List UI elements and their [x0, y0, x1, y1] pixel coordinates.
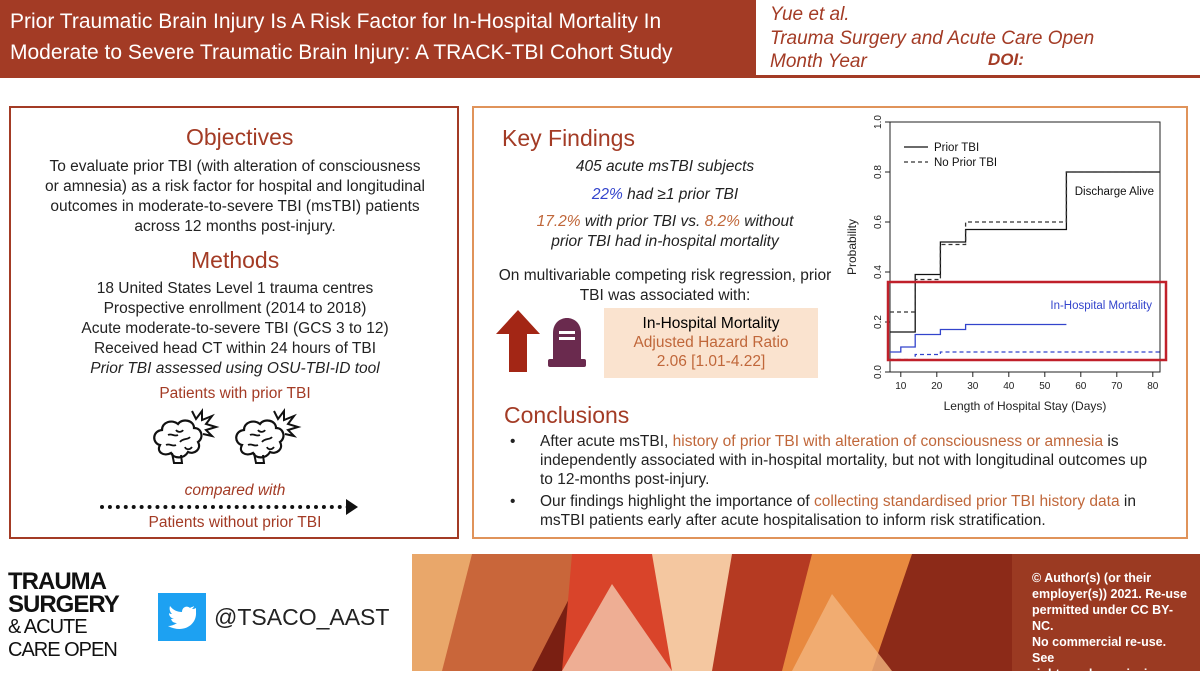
conclusion-text: After acute msTBI, — [540, 433, 673, 450]
twitter-handle[interactable]: @TSACO_AAST — [214, 604, 390, 630]
objectives-line: across 12 months post-injury. — [134, 218, 336, 235]
conclusion-text: Our findings highlight the importance of — [540, 493, 814, 510]
methods-text — [20, 279, 450, 379]
conclusions-list — [510, 432, 1150, 533]
patients-without-prior-label: Patients without prior TBI — [148, 514, 322, 531]
methods-line: Received head CT within 24 hours of TBI — [93, 340, 377, 357]
x-tick-label: 70 — [1111, 381, 1123, 392]
prior-tbi-percent: 22% — [591, 186, 623, 203]
hazard-title: In-Hospital Mortality — [642, 315, 780, 332]
journal-logo — [8, 570, 148, 665]
mortality-mid-text: with prior TBI vs. — [580, 213, 705, 230]
conclusion-text: in msTBI patients early after acute hospitalisation to inform risk stratification. — [540, 493, 1136, 529]
header-bar — [0, 0, 1200, 78]
hazard-value: 2.06 [1.01-4.22] — [656, 353, 766, 370]
x-tick-label: 10 — [895, 381, 907, 392]
regression-text — [480, 266, 850, 306]
license-line: permitted under CC BY-NC. — [1032, 603, 1173, 633]
conclusions-heading: Conclusions — [504, 402, 630, 428]
hazard-label-part2: Ratio — [752, 334, 789, 351]
hazard-label-part1: Adjusted Hazard — [633, 334, 749, 351]
mortality-comparison — [480, 212, 850, 252]
y-axis-label: Probability — [845, 218, 859, 276]
license-box — [1012, 554, 1200, 697]
objectives-text — [20, 157, 450, 237]
hazard-ratio-box — [604, 308, 818, 378]
mortality-end-text: without — [739, 213, 794, 230]
logo-line: CARE OPEN — [8, 639, 117, 661]
discharge-annotation: Discharge Alive — [1074, 186, 1154, 198]
methods-line: Acute moderate-to-severe TBI (GCS 3 to 12) — [81, 320, 389, 337]
twitter-icon[interactable] — [158, 593, 206, 641]
logo-line: & ACUTE — [8, 616, 87, 638]
y-tick-label: 0.8 — [873, 165, 884, 179]
objectives-line: or amnesia) as a risk factor for hospital and longitudinal — [45, 178, 425, 195]
conclusion-highlight: collecting standardised prior TBI history data — [814, 493, 1120, 510]
conclusion-item — [510, 432, 1150, 489]
license-line: Published by BMJ. — [1032, 683, 1144, 697]
x-axis-label: Length of Hospital Stay (Days) — [943, 399, 1107, 413]
prior-tbi-text: had ≥1 prior TBI — [622, 186, 739, 203]
legend-label: Prior TBI — [934, 142, 980, 154]
objectives-line: outcomes in moderate-to-severe TBI (msTBI) patients — [50, 198, 420, 215]
series-line — [890, 325, 1066, 353]
logo-line: SURGERY — [8, 591, 119, 618]
mortality-no-prior-percent: 8.2% — [704, 213, 740, 230]
patients-with-prior-label: Patients with prior TBI — [159, 385, 311, 402]
compared-with-label: compared with — [184, 482, 286, 499]
mortality-highlight-box — [888, 282, 1166, 360]
brain-injury-icon — [150, 405, 220, 467]
x-tick-label: 60 — [1075, 381, 1087, 392]
x-tick-label: 80 — [1147, 381, 1159, 392]
title-line-1: Prior Traumatic Brain Injury Is A Risk Factor for In-Hospital Mortality In — [10, 10, 662, 33]
license-line: © Author(s) (or their — [1032, 571, 1152, 585]
prior-tbi-rate — [480, 185, 850, 205]
doi-label: DOI: — [988, 50, 1024, 69]
journal-name: Trauma Surgery and Acute Care Open — [770, 28, 1095, 49]
y-tick-label: 0.6 — [873, 215, 884, 229]
license-line: No commercial re-use. See — [1032, 635, 1167, 665]
mortality-line-2: prior TBI had in-hospital mortality — [551, 233, 779, 250]
x-tick-label: 50 — [1039, 381, 1051, 392]
x-tick-label: 40 — [1003, 381, 1015, 392]
hazard-label — [604, 333, 818, 352]
title-line-2: Moderate to Severe Traumatic Brain Injury: A TRACK-TBI Cohort Study — [10, 41, 673, 64]
y-tick-label: 1.0 — [873, 115, 884, 129]
dotted-arrow-line — [100, 505, 350, 509]
methods-line: 18 United States Level 1 trauma centres — [96, 280, 374, 297]
x-tick-label: 30 — [967, 381, 979, 392]
publication-date: Month Year — [770, 51, 867, 72]
methods-tool-line: Prior TBI assessed using OSU-TBI-ID tool — [90, 360, 380, 377]
license-line: employer(s)) 2021. Re-use — [1032, 587, 1187, 601]
objectives-heading: Objectives — [186, 124, 294, 150]
mortality-annotation: In-Hospital Mortality — [1050, 300, 1152, 312]
series-line — [890, 352, 1160, 360]
authors: Yue et al. — [770, 4, 850, 25]
key-findings-heading: Key Findings — [502, 125, 635, 151]
logo-line: TRAUMA — [8, 568, 106, 595]
methods-heading: Methods — [191, 247, 280, 273]
citation-box — [756, 0, 1200, 78]
conclusion-item — [510, 492, 1150, 530]
mortality-prior-percent: 17.2% — [536, 213, 581, 230]
y-tick-label: 0.2 — [873, 315, 884, 329]
brain-injury-icon — [232, 405, 302, 467]
license-line: rights and permissions. — [1032, 667, 1174, 681]
legend-label: No Prior TBI — [934, 157, 998, 169]
cumulative-incidence-chart — [838, 112, 1178, 417]
subjects-count: 405 acute msTBI subjects — [575, 158, 755, 175]
y-tick-label: 0.4 — [873, 265, 884, 279]
arrow-head-icon — [346, 499, 358, 515]
objectives-line: To evaluate prior TBI (with alteration of consciousness — [49, 158, 421, 175]
methods-line: Prospective enrollment (2014 to 2018) — [103, 300, 367, 317]
regression-line-2: TBI was associated with: — [579, 287, 751, 304]
tombstone-icon — [548, 317, 586, 367]
decorative-banner — [412, 554, 1012, 671]
conclusion-text: is independently associated with in-hospital mortality, but not with longitudinal outcomes up to 12-months post-injury. — [540, 433, 1148, 488]
regression-line-1: On multivariable competing risk regression, prior — [498, 267, 832, 284]
increase-arrow-icon — [496, 310, 540, 372]
page-title — [10, 6, 690, 68]
conclusion-highlight: history of prior TBI with alteration of consciousness or amnesia — [672, 433, 1104, 450]
x-tick-label: 20 — [931, 381, 943, 392]
y-tick-label: 0.0 — [873, 365, 884, 379]
